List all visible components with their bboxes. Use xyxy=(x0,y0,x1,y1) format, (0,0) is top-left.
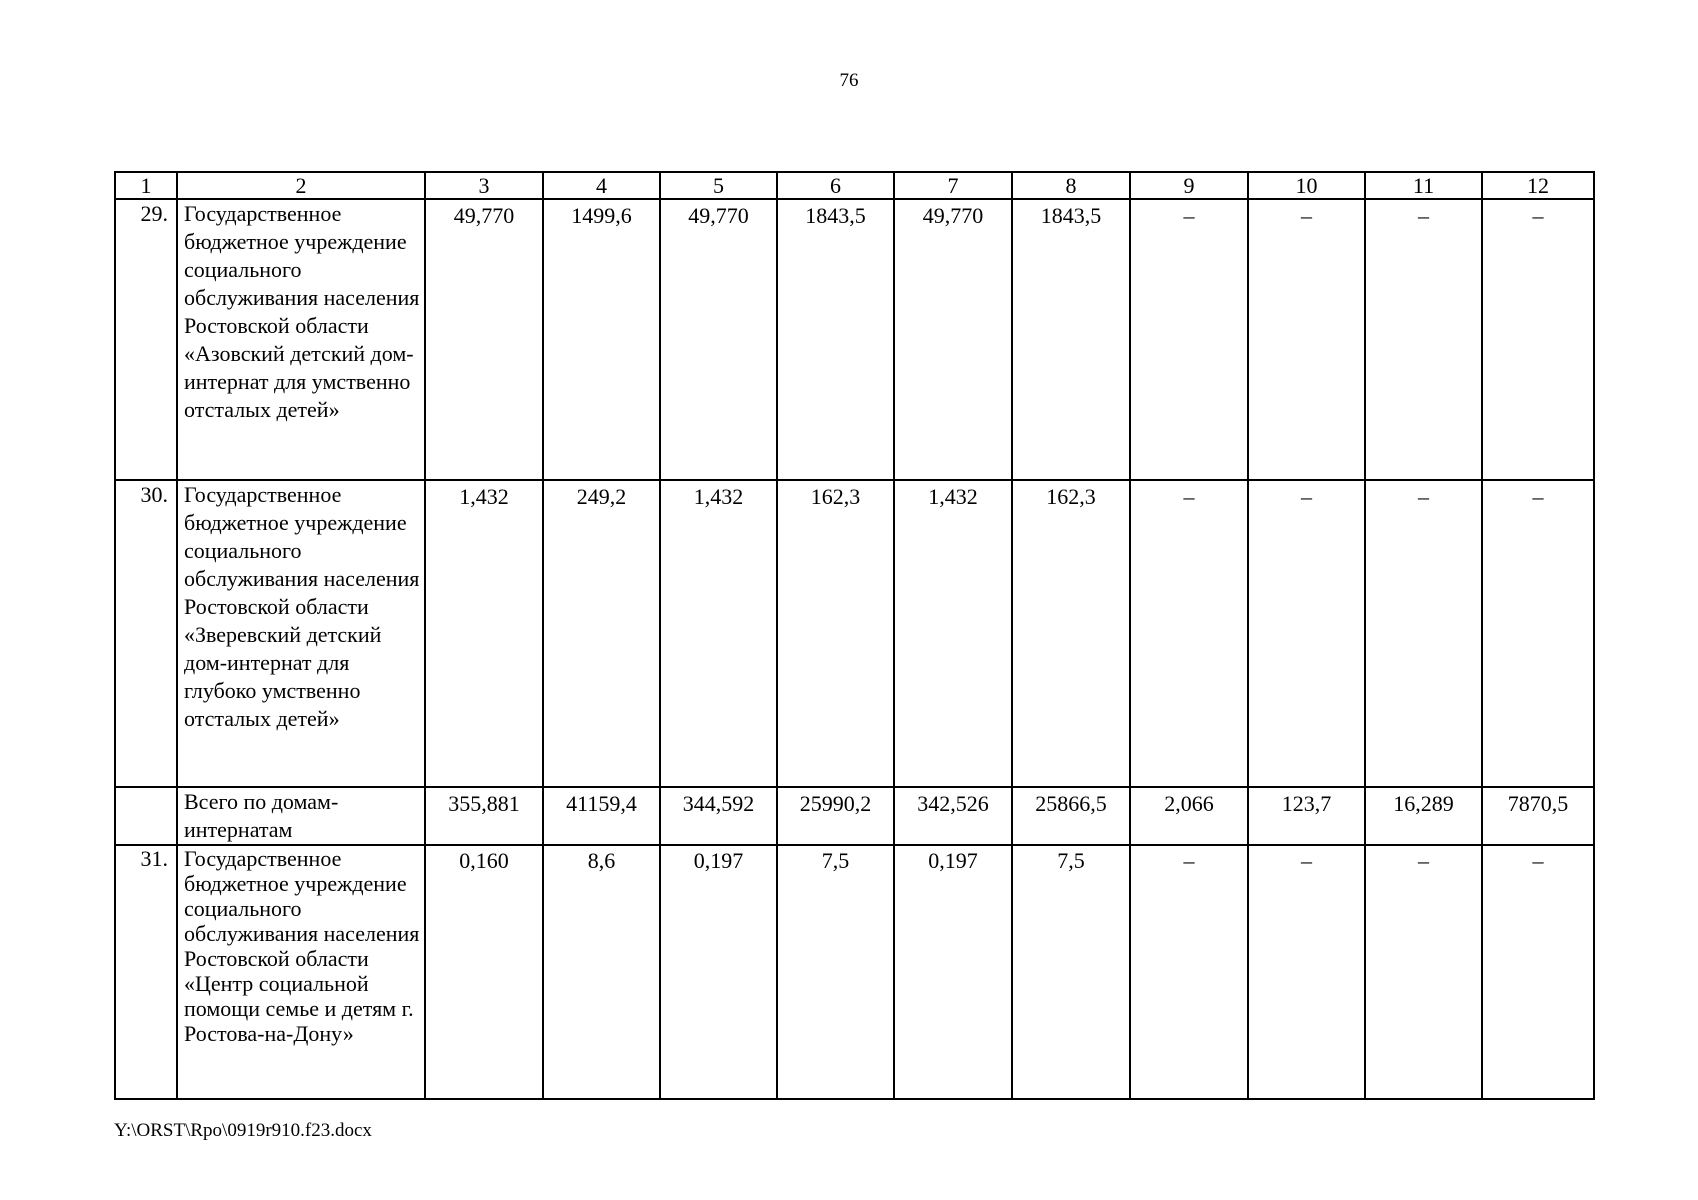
table-cell: 1,432 xyxy=(425,480,543,787)
institution-name: Государственное бюджетное учреждение социального обслуживания населения Ростовской области «Азовский детский дом-интернат для умственно отсталых детей» xyxy=(177,199,425,480)
table-cell: 41159,4 xyxy=(543,787,660,845)
table-cell: – xyxy=(1482,480,1594,787)
table-cell: 2,066 xyxy=(1130,787,1248,845)
table-cell: 249,2 xyxy=(543,480,660,787)
institution-name: Государственное бюджетное учреждение социального обслуживания населения Ростовской области «Зверевский детский дом-интернат для глубоко умственно отсталых детей» xyxy=(177,480,425,787)
column-header: 7 xyxy=(894,172,1012,199)
table-cell: – xyxy=(1248,480,1365,787)
table-cell: 7,5 xyxy=(1012,845,1130,1099)
column-header: 2 xyxy=(177,172,425,199)
column-header: 1 xyxy=(115,172,177,199)
page-number: 76 xyxy=(839,70,859,91)
column-header: 5 xyxy=(660,172,777,199)
total-label: Всего по домам-интернатам xyxy=(177,787,425,845)
table-cell: 1,432 xyxy=(894,480,1012,787)
total-row xyxy=(115,787,1594,845)
column-header: 3 xyxy=(425,172,543,199)
column-header: 6 xyxy=(777,172,894,199)
column-header: 4 xyxy=(543,172,660,199)
table-cell: 49,770 xyxy=(660,199,777,480)
table-cell: – xyxy=(1482,199,1594,480)
table-cell: 49,770 xyxy=(425,199,543,480)
footer-file-path: Y:\ORST\Rpo\0919r910.f23.docx xyxy=(114,1120,372,1141)
table-cell: 162,3 xyxy=(1012,480,1130,787)
column-header: 8 xyxy=(1012,172,1130,199)
table-cell: 123,7 xyxy=(1248,787,1365,845)
table-cell: – xyxy=(1365,199,1482,480)
row-number: 30. xyxy=(115,480,177,787)
table-cell: 25990,2 xyxy=(777,787,894,845)
table-cell: 0,197 xyxy=(894,845,1012,1099)
table-cell: – xyxy=(1248,845,1365,1099)
table-cell: 1843,5 xyxy=(777,199,894,480)
table-cell: – xyxy=(1365,480,1482,787)
table-cell: – xyxy=(1130,845,1248,1099)
table-cell: 7,5 xyxy=(777,845,894,1099)
table-cell: 162,3 xyxy=(777,480,894,787)
table-cell: 355,881 xyxy=(425,787,543,845)
table-row xyxy=(115,480,1594,787)
column-header: 9 xyxy=(1130,172,1248,199)
table-cell: 342,526 xyxy=(894,787,1012,845)
column-header: 12 xyxy=(1482,172,1594,199)
table-cell: – xyxy=(1482,845,1594,1099)
table-cell: 0,160 xyxy=(425,845,543,1099)
table-cell: 49,770 xyxy=(894,199,1012,480)
row-number: 31. xyxy=(115,845,177,1099)
table-cell: – xyxy=(1130,199,1248,480)
table-cell: – xyxy=(1365,845,1482,1099)
table-cell: 1843,5 xyxy=(1012,199,1130,480)
table-cell: – xyxy=(1248,199,1365,480)
table-header-row xyxy=(115,172,1594,199)
institution-name: Государственное бюджетное учреждение социального обслуживания населения Ростовской области «Центр социальной помощи семье и детям г. Ростова-на-Дону» xyxy=(177,845,425,1099)
table-row xyxy=(115,199,1594,480)
row-number: 29. xyxy=(115,199,177,480)
table-cell: 1,432 xyxy=(660,480,777,787)
table-cell: 7870,5 xyxy=(1482,787,1594,845)
table-cell: 1499,6 xyxy=(543,199,660,480)
table-cell: 16,289 xyxy=(1365,787,1482,845)
table-row xyxy=(115,845,1594,1099)
data-table xyxy=(114,171,1595,1100)
table-cell: 25866,5 xyxy=(1012,787,1130,845)
row-number xyxy=(115,787,177,845)
table-cell: 8,6 xyxy=(543,845,660,1099)
table-cell: 0,197 xyxy=(660,845,777,1099)
column-header: 11 xyxy=(1365,172,1482,199)
column-header: 10 xyxy=(1248,172,1365,199)
table-cell: – xyxy=(1130,480,1248,787)
table-cell: 344,592 xyxy=(660,787,777,845)
